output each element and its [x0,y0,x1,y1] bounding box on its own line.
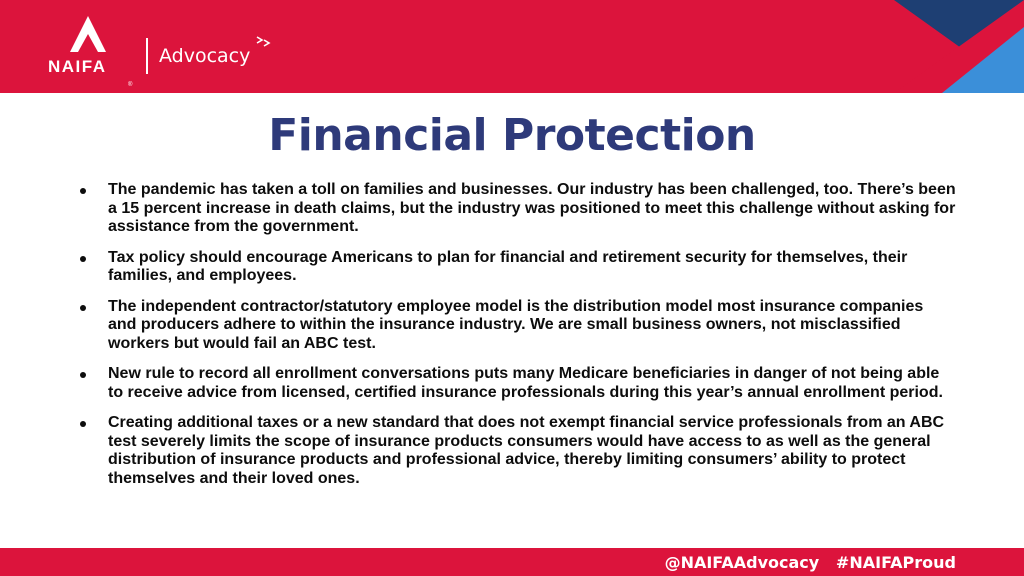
naifa-logo[interactable] [46,14,133,88]
bullet-list [76,181,956,500]
bullet-text: New rule to record all enrollment conversations puts many Medicare beneficiaries in danger of not being able to receive advice from licensed, certified insurance professionals during this year’s annual enrollment period. [108,365,943,401]
bullet-item [76,298,956,354]
double-chevron-icon [255,34,273,50]
bullet-item [76,365,956,402]
bullet-dot-icon [80,421,86,427]
registered-mark: ® [128,82,133,88]
footer-hashtags: @NAIFAAdvocacy #NAIFAProud [664,553,956,572]
bullet-dot-icon [80,372,86,378]
slide-title: Financial Protection [268,110,756,161]
bullet-dot-icon [80,305,86,311]
footer-bar [0,548,1024,576]
bullet-item [76,181,956,237]
bullet-text: Tax policy should encourage Americans to plan for financial and retirement security for themselves, their families, and employees. [108,248,908,284]
header-bar [0,0,1024,93]
bullet-dot-icon [80,256,86,262]
bullet-item [76,414,956,488]
corner-triangle-decoration [894,0,1024,93]
triangle-logo-icon [68,14,108,54]
bullet-dot-icon [80,188,86,194]
section-label: Advocacy [159,45,251,67]
bullet-text: The pandemic has taken a toll on families and businesses. Our industry has been challenged, too. There’s been a 15 percent increase in death claims, but the industry was positioned to meet this challenge without asking for assistance from the government. [108,181,956,235]
logo-wordmark: NAIFA [48,57,107,76]
bullet-text: Creating additional taxes or a new standard that does not exempt financial service professionals from an ABC test severely limits the scope of insurance products consumers would have access to as well as the general distribution of insurance products and professional advice, thereby limiting consumers’ ability to protect themselves and their loved ones. [108,414,945,487]
bullet-text: The independent contractor/statutory employee model is the distribution model most insurance companies and producers adhere to within the insurance industry. We are small business owners, not misclassified workers but would fail an ABC test. [108,297,924,352]
logo-divider [146,38,148,74]
bullet-item [76,249,956,286]
